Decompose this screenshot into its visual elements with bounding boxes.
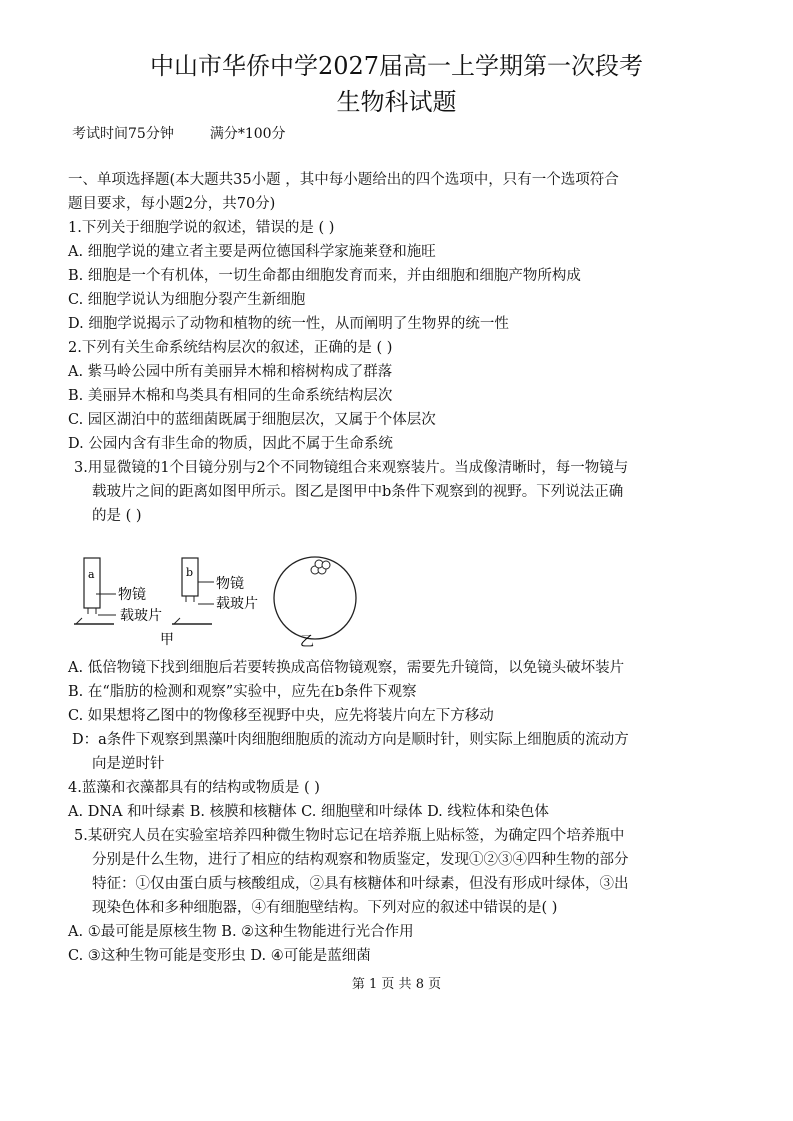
section-heading-line1: 一、单项选择题(本大题共35小题 ，其中每小题给出的四个选项中，只有一个选项符合 xyxy=(68,172,619,188)
q1-option-b: B. 细胞是一个有机体，一切生命都由细胞发育而来，并由细胞和细胞产物所构成 xyxy=(68,268,581,284)
q1-option-c: C. 细胞学说认为细胞分裂产生新细胞 xyxy=(68,292,306,308)
q3-stem-line1: 3.用显微镜的1个目镜分别与2个不同物镜组合来观察装片。当成像清晰时，每一物镜与 xyxy=(74,460,629,476)
q2-stem: 2.下列有关生命系统结构层次的叙述，正确的是 ( ) xyxy=(68,340,393,356)
slide-b-label: 载玻片 xyxy=(216,596,258,612)
q2-option-a: A. 紫马岭公园中所有美丽异木棉和榕树构成了群落 xyxy=(68,364,393,380)
fig-jia-label: 甲 xyxy=(160,632,174,648)
cell-4 xyxy=(322,561,330,569)
objective-b-label: 物镜 xyxy=(216,576,244,592)
q2-option-c: C. 园区湖泊中的蓝细菌既属于细胞层次，又属于个体层次 xyxy=(68,412,436,428)
q1-stem: 1.下列关于细胞学说的叙述，错误的是 ( ) xyxy=(68,220,335,236)
fig-yi-label: 乙 xyxy=(300,634,314,650)
microscope-figure-svg xyxy=(68,550,368,650)
slide-a-label: 载玻片 xyxy=(120,608,162,624)
label-a: a xyxy=(88,568,95,581)
objective-a-tube xyxy=(84,558,100,608)
q4-stem: 4.蓝藻和衣藻都具有的结构或物质是 ( ) xyxy=(68,780,320,796)
exam-time: 考试时间75分钟 xyxy=(72,126,174,142)
exam-subtitle: 生物科试题 xyxy=(336,88,457,116)
q4-options: A. DNA 和叶绿素 B. 核膜和核糖体 C. 细胞壁和叶绿体 D. 线粒体和染色体 xyxy=(68,804,549,820)
q2-option-b: B. 美丽异木棉和鸟类具有相同的生命系统结构层次 xyxy=(68,388,393,404)
q2-option-d: D. 公园内含有非生命的物质，因此不属于生命系统 xyxy=(68,436,393,452)
microscope-figure xyxy=(68,550,368,650)
q5-stem-line3: 特征：①仅由蛋白质与核酸组成，②具有核糖体和叶绿素，但没有形成叶绿体，③出 xyxy=(92,876,629,892)
q3-stem-line3: 的是 ( ) xyxy=(92,508,142,524)
q3-option-d-line1: D：a条件下观察到黑藻叶肉细胞细胞质的流动方向是顺时针，则实际上细胞质的流动方 xyxy=(72,732,629,748)
objective-a-label: 物镜 xyxy=(118,587,146,603)
page-footer: 第 1 页 共 8 页 xyxy=(351,977,442,992)
q3-option-d-line2: 向是逆时针 xyxy=(92,756,165,772)
q1-option-a: A. 细胞学说的建立者主要是两位德国科学家施莱登和施旺 xyxy=(68,244,436,260)
q1-option-d: D. 细胞学说揭示了动物和植物的统一性，从而阐明了生物界的统一性 xyxy=(68,316,509,332)
exam-score: 满分*100分 xyxy=(209,126,286,142)
q3-option-c: C. 如果想将乙图中的物像移至视野中央，应先将装片向左下方移动 xyxy=(68,708,494,724)
section-heading-line2: 题目要求，每小题2分，共70分) xyxy=(68,196,276,212)
q5-options-cd: C. ③这种生物可能是变形虫 D. ④可能是蓝细菌 xyxy=(68,948,371,964)
label-b: b xyxy=(186,566,194,579)
exam-title: 中山市华侨中学2027届高一上学期第一次段考 xyxy=(149,52,644,80)
slide-b-edge xyxy=(174,618,180,624)
q5-stem-line2: 分别是什么生物，进行了相应的结构观察和物质鉴定，发现①②③④四种生物的部分 xyxy=(92,852,629,868)
slide-a-edge xyxy=(76,618,82,624)
q5-stem-line4: 现染色体和多种细胞器，④有细胞壁结构。下列对应的叙述中错误的是( ) xyxy=(92,900,558,916)
q3-option-b: B. 在“脂肪的检测和观察”实验中，应先在b条件下观察 xyxy=(68,684,417,700)
q5-stem-line1: 5.某研究人员在实验室培养四种微生物时忘记在培养瓶上贴标签，为确定四个培养瓶中 xyxy=(74,828,625,844)
q5-options-ab: A. ①最可能是原核生物 B. ②这种生物能进行光合作用 xyxy=(68,924,414,940)
q3-stem-line2: 载玻片之间的距离如图甲所示。图乙是图甲中b条件下观察到的视野。下列说法正确 xyxy=(92,484,624,500)
q3-option-a: A. 低倍物镜下找到细胞后若要转换成高倍物镜观察，需要先升镜筒，以免镜头破坏装片 xyxy=(68,660,625,676)
exam-meta xyxy=(72,124,286,144)
